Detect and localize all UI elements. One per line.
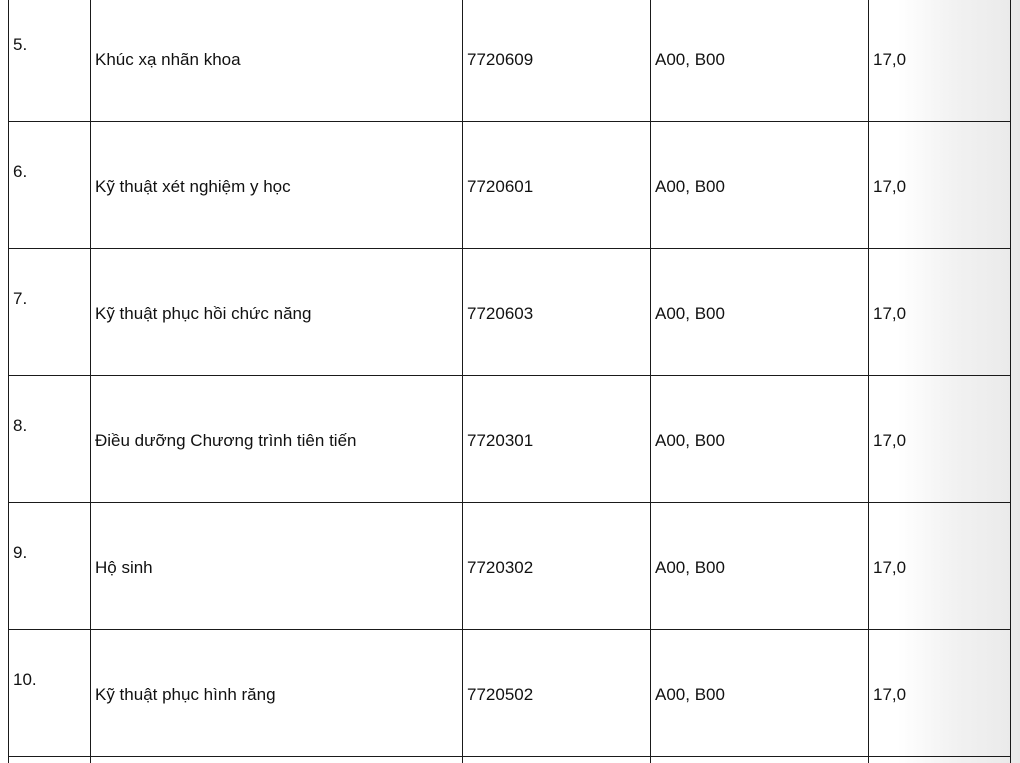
score-cell <box>869 630 1011 757</box>
subject-combo: A00, B00 <box>655 304 725 323</box>
major-name-cell <box>91 376 463 503</box>
major-code: 7720302 <box>467 558 534 577</box>
table-row <box>9 249 1011 376</box>
stt-cell <box>9 630 91 757</box>
subject-combo: A00, B00 <box>655 558 725 577</box>
row-number: 5. <box>13 35 28 54</box>
stt-cell <box>9 0 91 122</box>
major-code-cell <box>463 757 651 763</box>
major-code-cell <box>463 503 651 630</box>
stt-cell <box>9 503 91 630</box>
score: 17,0 <box>873 558 907 577</box>
stt-cell <box>9 757 91 763</box>
subject-combo-cell <box>651 757 869 763</box>
subject-combo: A00, B00 <box>655 685 725 704</box>
table-row <box>9 376 1011 503</box>
row-number: 9. <box>13 543 28 562</box>
major-code: 7720609 <box>467 50 534 69</box>
major-name: Hộ sinh <box>95 558 153 577</box>
stt-cell <box>9 249 91 376</box>
score: 17,0 <box>873 685 907 704</box>
admission-scores-table <box>8 0 1011 763</box>
table-row <box>9 503 1011 630</box>
major-code-cell <box>463 630 651 757</box>
score-cell <box>869 122 1011 249</box>
subject-combo-cell <box>651 0 869 122</box>
score: 17,0 <box>873 50 907 69</box>
major-code: 7720603 <box>467 304 534 323</box>
major-name-cell <box>91 630 463 757</box>
table-row <box>9 0 1011 122</box>
stt-cell <box>9 122 91 249</box>
major-code-cell <box>463 376 651 503</box>
major-name: Kỹ thuật phục hồi chức năng <box>95 304 312 323</box>
major-code: 7720502 <box>467 685 534 704</box>
table-row <box>9 122 1011 249</box>
score: 17,0 <box>873 431 907 450</box>
major-name: Khúc xạ nhãn khoa <box>95 50 241 69</box>
major-name: Kỹ thuật xét nghiệm y học <box>95 177 291 196</box>
major-name: Kỹ thuật phục hình răng <box>95 685 276 704</box>
subject-combo-cell <box>651 376 869 503</box>
subject-combo-cell <box>651 122 869 249</box>
table-row <box>9 757 1011 763</box>
score-cell <box>869 0 1011 122</box>
subject-combo-cell <box>651 249 869 376</box>
major-name: Điều dưỡng Chương trình tiên tiến <box>95 431 357 450</box>
subject-combo-cell <box>651 630 869 757</box>
major-name-cell <box>91 0 463 122</box>
subject-combo: A00, B00 <box>655 50 725 69</box>
major-name-cell <box>91 122 463 249</box>
subject-combo: A00, B00 <box>655 177 725 196</box>
score: 17,0 <box>873 304 907 323</box>
major-name-cell <box>91 249 463 376</box>
score-cell <box>869 376 1011 503</box>
major-code-cell <box>463 122 651 249</box>
score-cell <box>869 249 1011 376</box>
score-cell <box>869 757 1011 763</box>
row-number: 10. <box>13 670 37 689</box>
score: 17,0 <box>873 177 907 196</box>
major-code: 7720601 <box>467 177 534 196</box>
major-code-cell <box>463 0 651 122</box>
major-code-cell <box>463 249 651 376</box>
major-name-cell <box>91 757 463 763</box>
major-code: 7720301 <box>467 431 534 450</box>
row-number: 7. <box>13 289 28 308</box>
table-row <box>9 630 1011 757</box>
subject-combo: A00, B00 <box>655 431 725 450</box>
score-cell <box>869 503 1011 630</box>
subject-combo-cell <box>651 503 869 630</box>
row-number: 8. <box>13 416 28 435</box>
stt-cell <box>9 376 91 503</box>
row-number: 6. <box>13 162 28 181</box>
major-name-cell <box>91 503 463 630</box>
